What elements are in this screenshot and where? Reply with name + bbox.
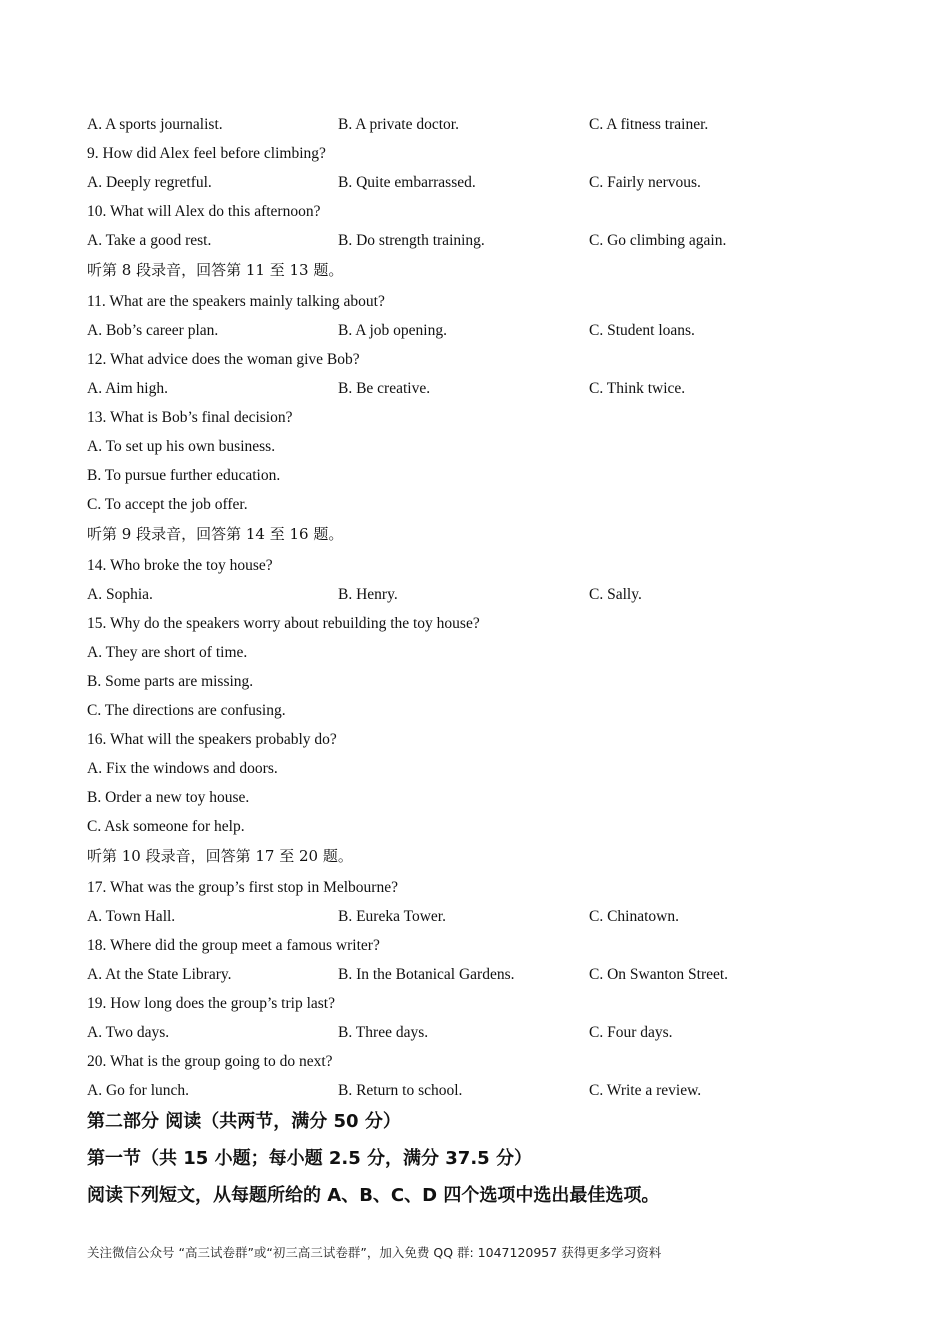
question-line: A. To set up his own business. <box>87 438 276 455</box>
option-a: A. A sports journalist. <box>87 116 223 133</box>
option-c: C. Four days. <box>589 1024 673 1041</box>
option-c: C. Think twice. <box>589 380 686 397</box>
question-line: 13. What is Bob’s final decision? <box>87 409 293 426</box>
listening-instruction: 听第 9 段录音，回答第 14 至 16 题。 <box>87 525 344 543</box>
listening-instruction: 听第 8 段录音，回答第 11 至 13 题。 <box>87 261 344 279</box>
option-b: B. Eureka Tower. <box>338 908 446 925</box>
option-b: B. Henry. <box>338 586 398 603</box>
option-b: B. In the Botanical Gardens. <box>338 966 515 983</box>
question-line: 14. Who broke the toy house? <box>87 557 273 574</box>
option-a: A. Bob’s career plan. <box>87 322 219 339</box>
page-footer: 关注微信公众号 “高三试卷群”或“初三高三试卷群”，加入免费 QQ 群: 1047120957 获得更多学习资料 <box>87 1245 662 1260</box>
reading-instructions: 阅读下列短文，从每题所给的 A、B、C、D 四个选项中选出最佳选项。 <box>87 1185 660 1206</box>
option-c: C. A fitness trainer. <box>589 116 709 133</box>
option-c: C. Fairly nervous. <box>589 174 701 191</box>
option-b: B. Do strength training. <box>338 232 485 249</box>
option-a: A. Go for lunch. <box>87 1082 190 1099</box>
question-line: 17. What was the group’s first stop in Melbourne? <box>87 879 398 896</box>
question-line: B. Order a new toy house. <box>87 789 250 806</box>
option-a: A. Take a good rest. <box>87 232 212 249</box>
question-line: 16. What will the speakers probably do? <box>87 731 337 748</box>
question-line: 9. How did Alex feel before climbing? <box>87 145 326 162</box>
option-b: B. Quite embarrassed. <box>338 174 476 191</box>
question-line: 19. How long does the group’s trip last? <box>87 995 335 1012</box>
option-c: C. Sally. <box>589 586 642 603</box>
question-line: B. Some parts are missing. <box>87 673 254 690</box>
option-a: A. At the State Library. <box>87 966 232 983</box>
option-b: B. Be creative. <box>338 380 431 397</box>
option-b: B. A job opening. <box>338 322 447 339</box>
question-line: 11. What are the speakers mainly talking about? <box>87 293 385 310</box>
option-c: C. Go climbing again. <box>589 232 727 249</box>
question-line: 12. What advice does the woman give Bob? <box>87 351 360 368</box>
question-line: A. Fix the windows and doors. <box>87 760 278 777</box>
question-line: 15. Why do the speakers worry about rebuilding the toy house? <box>87 615 480 632</box>
question-line: 20. What is the group going to do next? <box>87 1053 333 1070</box>
option-c: C. Student loans. <box>589 322 695 339</box>
option-c: C. Chinatown. <box>589 908 679 925</box>
question-line: C. Ask someone for help. <box>87 818 245 835</box>
section-heading-part-two: 第二部分 阅读（共两节，满分 50 分） <box>87 1111 401 1132</box>
question-line: C. The directions are confusing. <box>87 702 286 719</box>
section-heading-section-one: 第一节（共 15 小题；每小题 2.5 分，满分 37.5 分） <box>87 1148 532 1169</box>
option-a: A. Deeply regretful. <box>87 174 212 191</box>
question-line: 18. Where did the group meet a famous writer? <box>87 937 380 954</box>
option-a: A. Town Hall. <box>87 908 176 925</box>
option-b: B. Three days. <box>338 1024 429 1041</box>
question-line: B. To pursue further education. <box>87 467 281 484</box>
option-a: A. Two days. <box>87 1024 170 1041</box>
option-b: B. Return to school. <box>338 1082 463 1099</box>
option-a: A. Aim high. <box>87 380 168 397</box>
option-c: C. On Swanton Street. <box>589 966 729 983</box>
question-line: 10. What will Alex do this afternoon? <box>87 203 321 220</box>
option-a: A. Sophia. <box>87 586 153 603</box>
option-b: B. A private doctor. <box>338 116 459 133</box>
option-c: C. Write a review. <box>589 1082 702 1099</box>
question-line: A. They are short of time. <box>87 644 248 661</box>
listening-instruction: 听第 10 段录音，回答第 17 至 20 题。 <box>87 847 353 865</box>
question-line: C. To accept the job offer. <box>87 496 248 513</box>
